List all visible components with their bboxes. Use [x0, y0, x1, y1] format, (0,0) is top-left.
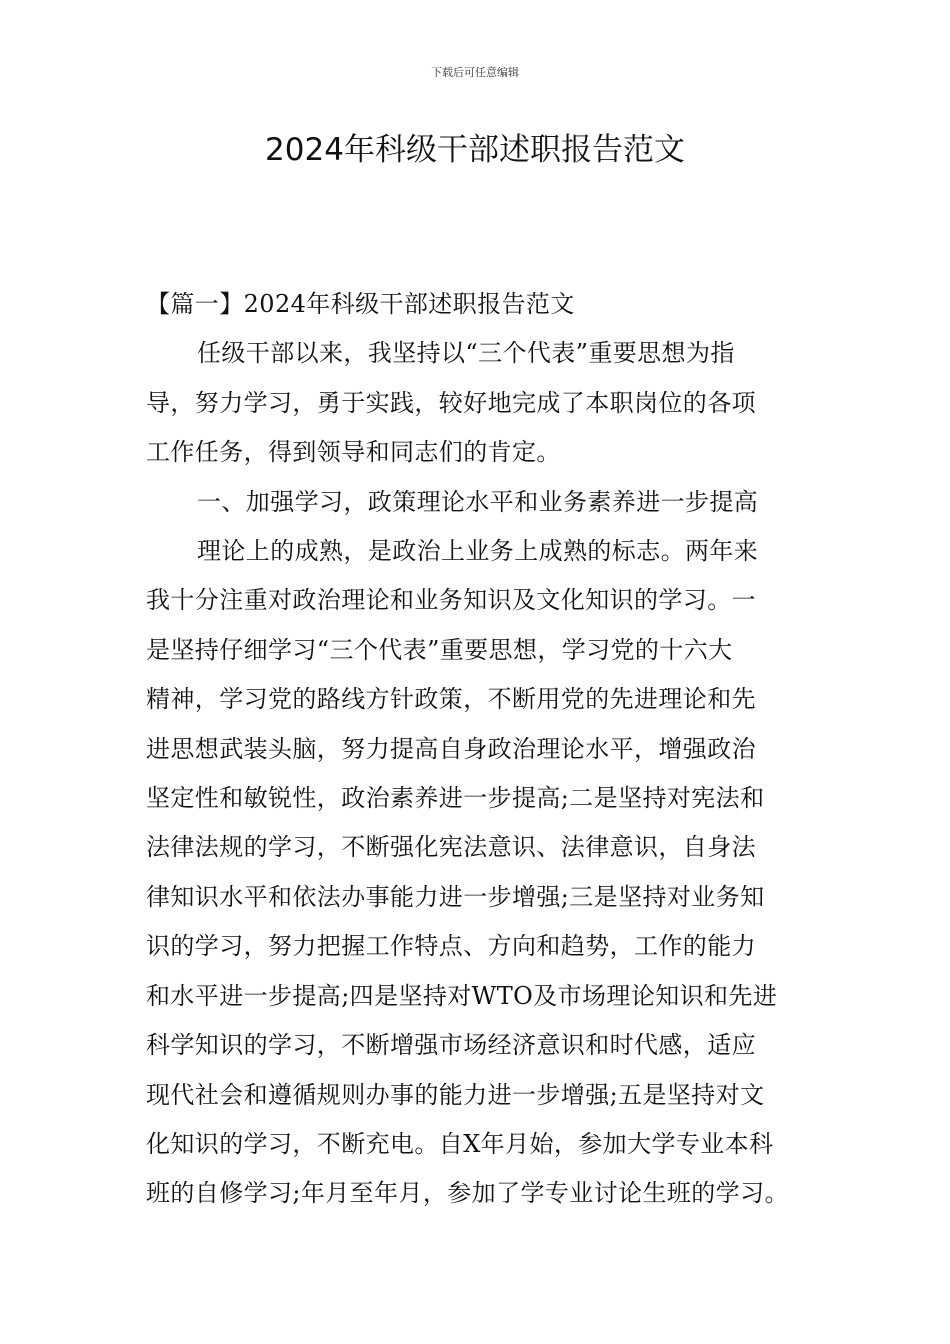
paragraph-line: 我十分注重对政治理论和业务知识及文化知识的学习。一	[146, 586, 756, 615]
paragraph-line: 理论上的成熟，是政治上业务上成熟的标志。两年来	[197, 537, 759, 566]
paragraph-list	[146, 329, 811, 1218]
paragraph-line: 进思想武装头脑，努力提高自身政治理论水平，增强政治	[146, 734, 756, 763]
paragraph-line: 任级干部以来，我坚持以“三个代表”重要思想为指	[197, 339, 735, 368]
paragraph-line: 现代社会和遵循规则办事的能力进一步增强;五是坚持对文	[146, 1080, 765, 1109]
paragraph-line: 律知识水平和依法办事能力进一步增强;三是坚持对业务知	[146, 882, 765, 911]
header-note: 下载后可任意编辑	[431, 66, 519, 79]
section-heading: 【篇一】2024年科级干部述职报告范文	[146, 290, 575, 318]
paragraph-line: 化知识的学习，不断充电。自X年月始，参加大学专业本科	[146, 1129, 774, 1158]
paragraph-line: 是坚持仔细学习“三个代表”重要思想，学习党的十六大	[146, 635, 733, 664]
paragraph-line: 班的自修学习;年月至年月，参加了学专业讨论生班的学习。	[146, 1179, 789, 1208]
paragraph-line: 一、加强学习，政策理论水平和业务素养进一步提高	[197, 487, 759, 516]
paragraph-line: 科学知识的学习，不断增强市场经济意识和时代感，适应	[146, 1031, 756, 1060]
document-body	[146, 280, 811, 1219]
paragraph-line: 和水平进一步提高;四是坚持对WTO及市场理论知识和先进	[146, 981, 778, 1010]
paragraph-line: 识的学习，努力把握工作特点、方向和趋势，工作的能力	[146, 932, 756, 961]
paragraph-line: 工作任务，得到领导和同志们的肯定。	[146, 438, 561, 467]
paragraph-line: 精神，学习党的路线方针政策，不断用党的先进理论和先	[146, 685, 756, 714]
paragraph	[146, 478, 811, 527]
paragraph-line: 导，努力学习，勇于实践，较好地完成了本职岗位的各项	[146, 388, 756, 417]
paragraph	[146, 329, 811, 477]
paragraph	[146, 527, 811, 1219]
paragraph-line: 坚定性和敏锐性，政治素养进一步提高;二是坚持对宪法和	[146, 784, 765, 813]
paragraph-line: 法律法规的学习，不断强化宪法意识、法律意识，自身法	[146, 833, 756, 862]
document-title: 2024年科级干部述职报告范文	[265, 132, 685, 168]
